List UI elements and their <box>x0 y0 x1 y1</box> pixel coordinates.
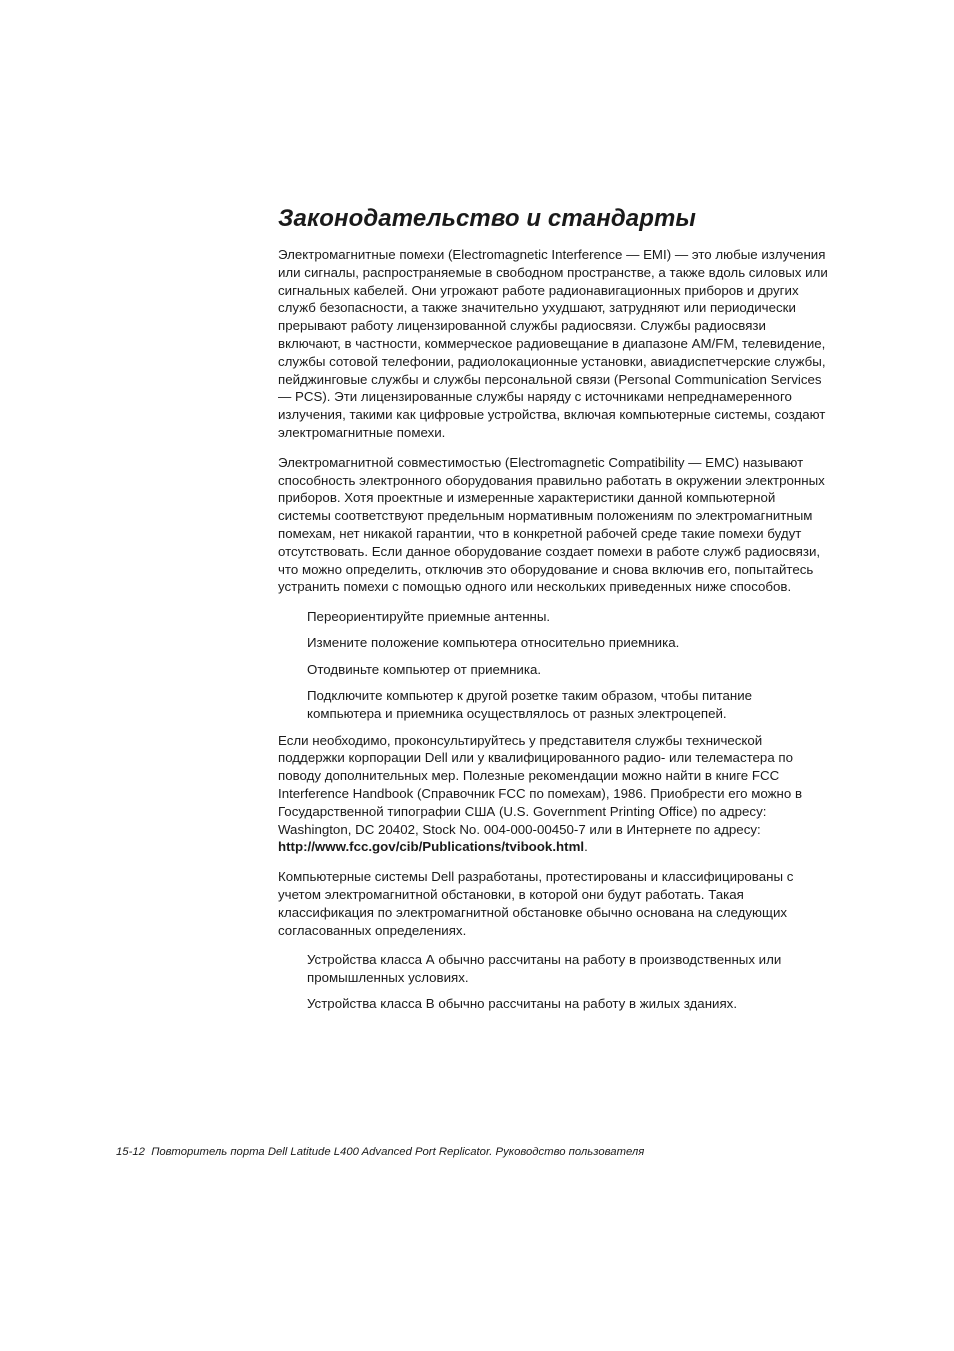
list-item: Устройства класса В обычно рассчитаны на работу в жилых зданиях. <box>307 996 738 1012</box>
consult-end: . <box>584 839 588 855</box>
classification-paragraph: Компьютерные системы Dell разработаны, протестированы и классифицированы с учетом электромагнитной обстановки, в которой они будут работать. Такая классификация по электромагнитной обстановке обычно основана на следующих согласованных определениях. <box>278 869 794 938</box>
footer-title: Повторитель порта Dell Latitude L400 Advanced Port Replicator. Руководство пользователя <box>151 1146 645 1158</box>
class-list <box>307 951 828 1013</box>
emc-paragraph: Электромагнитной совместимостью (Electromagnetic Compatibility — EMC) называют способность электронного оборудования правильно работать в окружении электронных приборов. Хотя проектные и измеренные характеристики данной компьютерной системы соответствуют предельным нормативным положениям по электромагнитным помехам, нет никакой гарантии, что в конкретной рабочей среде такие помехи будут отсутствовать. Если данное оборудование создает помехи в работе служб радиосвязи, что можно определить, отключив это оборудование и снова включив его, попытайтесь устранить помехи с помощью одного или нескольких приведенных ниже способов. <box>278 454 825 595</box>
consult-text: Если необходимо, проконсультируйтесь у представителя службы технической поддержки корпорации Dell или у квалифицированного радио- или телемастера по поводу дополнительных мер. Полезные рекомендации можно найти в книге FCC Interference Handbook (Справочник FCC по помехам), 1986. Приобрести его можно в Государственной типографии США (U.S. Government Printing Office) по адресу: Washington, DC 20402, Stock No. 004-000-00450-7 или в Интернете по адресу: <box>278 732 803 837</box>
page-title: Законодательство и стандарты <box>278 205 697 232</box>
emi-paragraph: Электромагнитные помехи (Electromagnetic Interference — EMI) — это любые излучения или сигналы, распространяемые в свободном пространстве, а также вдоль силовых или сигнальных кабелей. Они угрожают работе радионавигационных приборов и других служб безопасности, а также значительно ухудшают, затрудняют или периодически прерывают работу лицензированной службы радиосвязи. Службы радиосвязи включают, в частности, коммерческое радиовещание в диапазоне AM/FM, телевидение, службы сотовой телефонии, радиолокационные установки, авиадиспетчерские службы, пейджинговые службы и службы персональной связи (Personal Communication Services — PCS). Эти лицензированные службы наряду с источниками непреднамеренного излучения, такими как цифровые устройства, включая компьютерные системы, создают электромагнитные помехи. <box>278 247 828 440</box>
list-item: Устройства класса А обычно рассчитаны на работу в производственных или промышленных условиях. <box>307 952 782 986</box>
list-item: Подключите компьютер к другой розетке таким образом, чтобы питание компьютера и приемника осуществлялось от разных электроцепей. <box>307 688 753 721</box>
list-item: Отодвиньте компьютер от приемника. <box>307 661 542 677</box>
fcc-url-link[interactable]: http://www.fcc.gov/cib/Publications/tvibook.html <box>278 839 585 855</box>
page-footer <box>116 1146 644 1158</box>
list-item: Переориентируйте приемные антенны. <box>307 609 551 625</box>
consult-paragraph <box>278 732 828 857</box>
list-item: Измените положение компьютера относительно приемника. <box>307 635 680 651</box>
main-content <box>278 205 828 1022</box>
remedy-list <box>307 608 828 722</box>
page-number: 15-12 <box>116 1146 145 1158</box>
